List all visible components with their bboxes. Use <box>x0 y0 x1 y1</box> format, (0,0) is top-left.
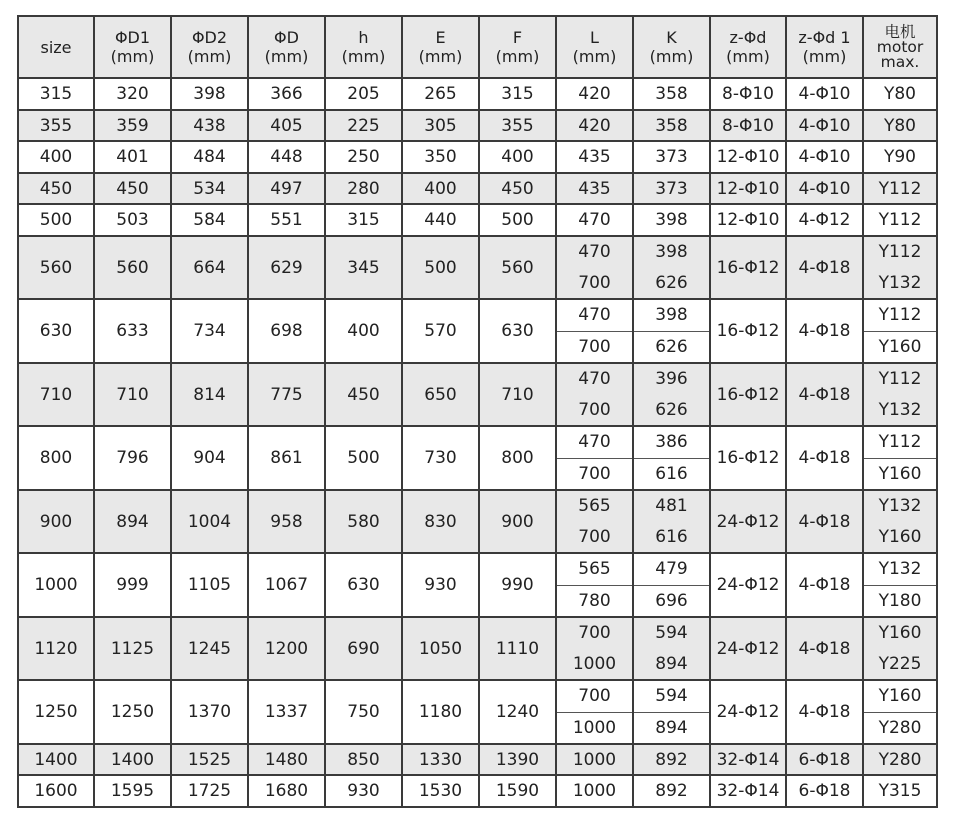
cell-zd1: 4-Φ18 <box>786 553 863 617</box>
cell-d: 366 <box>248 78 325 110</box>
cell-zd1: 6-Φ18 <box>786 775 863 807</box>
cell-k-value: 479 <box>655 559 688 580</box>
header-zd1 <box>786 16 863 78</box>
cell-d: 551 <box>248 204 325 236</box>
cell-l-value: 470 <box>578 242 611 263</box>
cell-l <box>556 236 633 299</box>
cell-d1: 401 <box>94 141 171 173</box>
cell-zd1: 6-Φ18 <box>786 744 863 775</box>
cell-k: 892 <box>633 775 710 807</box>
cell-motor-value: Y160 <box>878 686 922 707</box>
cell-e: 730 <box>402 426 479 490</box>
header-d2-line: (mm) <box>187 47 232 66</box>
cell-motor-value: Y132 <box>878 496 922 517</box>
table-row <box>18 617 937 680</box>
cell-h: 205 <box>325 78 402 110</box>
cell-l-value: 470 <box>578 432 611 453</box>
cell-d1: 1400 <box>94 744 171 775</box>
header-motor-line: motor <box>876 37 924 56</box>
header-size <box>18 16 94 78</box>
cell-zd1: 4-Φ10 <box>786 173 863 204</box>
cell-zd1: 4-Φ18 <box>786 236 863 299</box>
cell-size: 1120 <box>18 617 94 680</box>
cell-zd: 16-Φ12 <box>710 236 786 299</box>
cell-k-value: 481 <box>655 496 688 517</box>
cell-d1: 710 <box>94 363 171 426</box>
header-size-line: size <box>40 37 72 57</box>
cell-size: 500 <box>18 204 94 236</box>
cell-d: 775 <box>248 363 325 426</box>
cell-h: 280 <box>325 173 402 204</box>
cell-k-value: 616 <box>634 458 709 490</box>
cell-d1: 796 <box>94 426 171 490</box>
cell-k <box>633 236 710 299</box>
table-body <box>18 78 937 807</box>
header-f-line: (mm) <box>495 47 540 66</box>
cell-d1: 560 <box>94 236 171 299</box>
cell-d1: 894 <box>94 490 171 553</box>
cell-l: 435 <box>556 173 633 204</box>
cell-d2: 1004 <box>171 490 248 553</box>
table-row <box>18 141 937 173</box>
cell-l-value: 700 <box>557 458 632 490</box>
cell-motor: Y112 <box>863 204 937 236</box>
cell-l <box>556 553 633 617</box>
header-k-line: K <box>666 28 677 47</box>
cell-motor <box>863 553 937 617</box>
cell-motor <box>863 617 937 680</box>
cell-size: 1250 <box>18 680 94 744</box>
cell-motor-value: Y132 <box>878 399 922 420</box>
cell-zd: 32-Φ14 <box>710 744 786 775</box>
cell-f: 1590 <box>479 775 556 807</box>
header-zd-line: (mm) <box>726 47 770 66</box>
cell-e: 265 <box>402 78 479 110</box>
cell-k-value: 594 <box>655 686 688 707</box>
cell-e: 570 <box>402 299 479 363</box>
cell-d2: 398 <box>171 78 248 110</box>
cell-f: 400 <box>479 141 556 173</box>
cell-motor <box>863 680 937 744</box>
cell-d2: 734 <box>171 299 248 363</box>
cell-zd1: 4-Φ18 <box>786 426 863 490</box>
cell-zd: 16-Φ12 <box>710 426 786 490</box>
cell-d: 1480 <box>248 744 325 775</box>
cell-d1: 359 <box>94 110 171 141</box>
cell-k: 358 <box>633 78 710 110</box>
cell-d: 405 <box>248 110 325 141</box>
cell-zd1: 4-Φ10 <box>786 141 863 173</box>
header-k-line: (mm) <box>649 47 694 66</box>
table-row <box>18 78 937 110</box>
cell-k-value: 616 <box>655 526 688 547</box>
cell-l-value: 470 <box>578 369 611 390</box>
cell-motor-value: Y160 <box>864 331 936 363</box>
table-row <box>18 426 937 490</box>
cell-d: 497 <box>248 173 325 204</box>
cell-zd: 8-Φ10 <box>710 78 786 110</box>
cell-d2: 1725 <box>171 775 248 807</box>
cell-k: 373 <box>633 173 710 204</box>
cell-k: 373 <box>633 141 710 173</box>
cell-l: 435 <box>556 141 633 173</box>
cell-zd: 24-Φ12 <box>710 490 786 553</box>
header-d2-line: ΦD2 <box>191 28 228 47</box>
cell-d1: 320 <box>94 78 171 110</box>
cell-size: 315 <box>18 78 94 110</box>
cell-motor: Y315 <box>863 775 937 807</box>
table-row <box>18 110 937 141</box>
cell-k <box>633 426 710 490</box>
cell-l-value: 780 <box>557 585 632 617</box>
cell-zd: 12-Φ10 <box>710 204 786 236</box>
cell-e: 1180 <box>402 680 479 744</box>
header-motor-line: 电机 <box>884 22 916 41</box>
cell-zd1: 4-Φ18 <box>786 490 863 553</box>
table-row <box>18 744 937 775</box>
cell-motor <box>863 426 937 490</box>
table-row <box>18 236 937 299</box>
cell-motor-value: Y112 <box>878 432 922 453</box>
cell-l: 420 <box>556 110 633 141</box>
cell-motor-value: Y112 <box>878 369 922 390</box>
cell-e: 830 <box>402 490 479 553</box>
cell-size: 355 <box>18 110 94 141</box>
cell-l <box>556 617 633 680</box>
cell-k-value: 396 <box>655 369 688 390</box>
cell-l-value: 1000 <box>572 653 617 674</box>
cell-zd: 16-Φ12 <box>710 299 786 363</box>
header-d-line: (mm) <box>264 47 309 66</box>
table-row <box>18 173 937 204</box>
cell-motor-value: Y132 <box>878 559 922 580</box>
cell-d2: 1525 <box>171 744 248 775</box>
table-row <box>18 680 937 744</box>
cell-d: 448 <box>248 141 325 173</box>
cell-zd: 24-Φ12 <box>710 553 786 617</box>
cell-e: 1530 <box>402 775 479 807</box>
cell-l-value: 470 <box>578 305 611 326</box>
cell-l <box>556 363 633 426</box>
cell-zd: 16-Φ12 <box>710 363 786 426</box>
cell-h: 850 <box>325 744 402 775</box>
header-zd-line: z-Φd <box>729 28 767 47</box>
cell-k-value: 594 <box>655 623 688 644</box>
cell-size: 800 <box>18 426 94 490</box>
cell-motor-value: Y112 <box>878 242 922 263</box>
cell-f: 1240 <box>479 680 556 744</box>
cell-motor: Y90 <box>863 141 937 173</box>
header-d1 <box>94 16 171 78</box>
cell-d2: 904 <box>171 426 248 490</box>
cell-h: 450 <box>325 363 402 426</box>
cell-f: 710 <box>479 363 556 426</box>
cell-zd1: 4-Φ10 <box>786 78 863 110</box>
header-h-line: (mm) <box>341 47 386 66</box>
cell-motor: Y80 <box>863 78 937 110</box>
cell-k: 892 <box>633 744 710 775</box>
cell-d: 958 <box>248 490 325 553</box>
cell-e: 350 <box>402 141 479 173</box>
cell-d: 1067 <box>248 553 325 617</box>
cell-k-value: 398 <box>655 242 688 263</box>
cell-l: 420 <box>556 78 633 110</box>
header-e-line: E <box>435 28 446 47</box>
cell-k-value: 894 <box>634 712 709 744</box>
cell-zd: 24-Φ12 <box>710 680 786 744</box>
cell-k-value: 626 <box>655 399 688 420</box>
cell-h: 225 <box>325 110 402 141</box>
cell-h: 250 <box>325 141 402 173</box>
cell-motor: Y112 <box>863 173 937 204</box>
cell-d2: 534 <box>171 173 248 204</box>
header-l <box>556 16 633 78</box>
cell-l-value: 1000 <box>557 712 632 744</box>
header-zd1-line: (mm) <box>802 47 847 66</box>
cell-k: 358 <box>633 110 710 141</box>
table-row <box>18 299 937 363</box>
cell-h: 930 <box>325 775 402 807</box>
fan-dimension-table <box>17 15 938 808</box>
cell-h: 500 <box>325 426 402 490</box>
cell-f: 990 <box>479 553 556 617</box>
cell-l-value: 700 <box>557 331 632 363</box>
cell-k <box>633 553 710 617</box>
cell-size: 450 <box>18 173 94 204</box>
cell-zd: 24-Φ12 <box>710 617 786 680</box>
cell-h: 750 <box>325 680 402 744</box>
cell-e: 650 <box>402 363 479 426</box>
table-row <box>18 363 937 426</box>
header-h-line: h <box>358 28 369 47</box>
cell-f: 1390 <box>479 744 556 775</box>
cell-l-value: 565 <box>578 559 611 580</box>
cell-l <box>556 426 633 490</box>
cell-size: 1000 <box>18 553 94 617</box>
cell-h: 690 <box>325 617 402 680</box>
table-row <box>18 490 937 553</box>
header-l-line: L <box>590 28 599 47</box>
cell-l: 1000 <box>556 744 633 775</box>
cell-k-value: 696 <box>634 585 709 617</box>
cell-motor-value: Y160 <box>878 526 922 547</box>
cell-d2: 1105 <box>171 553 248 617</box>
cell-zd1: 4-Φ10 <box>786 110 863 141</box>
cell-zd: 12-Φ10 <box>710 173 786 204</box>
cell-f: 500 <box>479 204 556 236</box>
cell-d: 1200 <box>248 617 325 680</box>
header-zd <box>710 16 786 78</box>
cell-k <box>633 680 710 744</box>
cell-e: 930 <box>402 553 479 617</box>
cell-f: 355 <box>479 110 556 141</box>
header-d1-line: (mm) <box>110 47 155 66</box>
header-row <box>18 16 937 78</box>
cell-d1: 1125 <box>94 617 171 680</box>
header-e-line: (mm) <box>418 47 463 66</box>
cell-l-value: 700 <box>578 526 611 547</box>
cell-f: 560 <box>479 236 556 299</box>
cell-k-value: 894 <box>655 653 688 674</box>
cell-motor: Y80 <box>863 110 937 141</box>
cell-d: 1680 <box>248 775 325 807</box>
cell-motor-value: Y112 <box>878 305 922 326</box>
cell-d: 861 <box>248 426 325 490</box>
cell-k <box>633 363 710 426</box>
cell-d2: 584 <box>171 204 248 236</box>
table-row <box>18 553 937 617</box>
cell-size: 630 <box>18 299 94 363</box>
cell-f: 450 <box>479 173 556 204</box>
cell-d2: 664 <box>171 236 248 299</box>
cell-e: 305 <box>402 110 479 141</box>
cell-motor-value: Y160 <box>878 623 922 644</box>
cell-e: 500 <box>402 236 479 299</box>
cell-l-value: 700 <box>578 623 611 644</box>
cell-l: 470 <box>556 204 633 236</box>
header-e <box>402 16 479 78</box>
cell-zd: 8-Φ10 <box>710 110 786 141</box>
cell-k-value: 626 <box>655 272 688 293</box>
cell-motor-value: Y180 <box>864 585 936 617</box>
cell-h: 630 <box>325 553 402 617</box>
cell-k-value: 386 <box>655 432 688 453</box>
cell-size: 400 <box>18 141 94 173</box>
table-row <box>18 775 937 807</box>
cell-size: 560 <box>18 236 94 299</box>
cell-motor <box>863 299 937 363</box>
cell-k-value: 398 <box>655 305 688 326</box>
cell-d: 698 <box>248 299 325 363</box>
cell-d1: 503 <box>94 204 171 236</box>
cell-zd1: 4-Φ18 <box>786 363 863 426</box>
cell-d2: 814 <box>171 363 248 426</box>
header-h <box>325 16 402 78</box>
spec-table-container <box>17 15 936 808</box>
header-zd1-line: z-Φd 1 <box>798 28 851 47</box>
cell-d: 1337 <box>248 680 325 744</box>
cell-d1: 1250 <box>94 680 171 744</box>
cell-e: 440 <box>402 204 479 236</box>
cell-e: 1330 <box>402 744 479 775</box>
cell-motor <box>863 236 937 299</box>
cell-size: 710 <box>18 363 94 426</box>
cell-f: 900 <box>479 490 556 553</box>
cell-k-value: 626 <box>634 331 709 363</box>
cell-e: 400 <box>402 173 479 204</box>
cell-motor-value: Y225 <box>878 653 922 674</box>
cell-k <box>633 299 710 363</box>
cell-f: 1110 <box>479 617 556 680</box>
header-f-line: F <box>512 28 523 47</box>
cell-motor-value: Y160 <box>864 458 936 490</box>
cell-k: 398 <box>633 204 710 236</box>
cell-l <box>556 680 633 744</box>
cell-h: 400 <box>325 299 402 363</box>
header-motor-line: max. <box>880 52 920 71</box>
cell-zd: 12-Φ10 <box>710 141 786 173</box>
cell-motor <box>863 490 937 553</box>
cell-l-value: 700 <box>578 686 611 707</box>
cell-d1: 999 <box>94 553 171 617</box>
header-d-line: ΦD <box>274 28 299 47</box>
cell-l-value: 565 <box>578 496 611 517</box>
cell-zd1: 4-Φ18 <box>786 680 863 744</box>
cell-k <box>633 490 710 553</box>
cell-d2: 1245 <box>171 617 248 680</box>
cell-size: 1400 <box>18 744 94 775</box>
cell-d2: 1370 <box>171 680 248 744</box>
cell-zd1: 4-Φ18 <box>786 617 863 680</box>
cell-e: 1050 <box>402 617 479 680</box>
cell-d2: 438 <box>171 110 248 141</box>
cell-f: 315 <box>479 78 556 110</box>
cell-h: 345 <box>325 236 402 299</box>
cell-l <box>556 299 633 363</box>
header-f <box>479 16 556 78</box>
cell-d1: 450 <box>94 173 171 204</box>
cell-l <box>556 490 633 553</box>
header-k <box>633 16 710 78</box>
cell-size: 1600 <box>18 775 94 807</box>
cell-d: 629 <box>248 236 325 299</box>
cell-d2: 484 <box>171 141 248 173</box>
cell-f: 630 <box>479 299 556 363</box>
cell-l: 1000 <box>556 775 633 807</box>
header-d2 <box>171 16 248 78</box>
cell-zd1: 4-Φ18 <box>786 299 863 363</box>
cell-k <box>633 617 710 680</box>
cell-f: 800 <box>479 426 556 490</box>
header-l-line: (mm) <box>572 47 617 66</box>
cell-motor-value: Y132 <box>878 272 922 293</box>
cell-zd1: 4-Φ12 <box>786 204 863 236</box>
cell-l-value: 700 <box>578 399 611 420</box>
cell-d1: 633 <box>94 299 171 363</box>
cell-h: 315 <box>325 204 402 236</box>
header-d1-line: ΦD1 <box>114 28 151 47</box>
header-d <box>248 16 325 78</box>
cell-motor-value: Y280 <box>864 712 936 744</box>
cell-motor: Y280 <box>863 744 937 775</box>
cell-l-value: 700 <box>578 272 611 293</box>
header-motor <box>863 16 937 78</box>
cell-size: 900 <box>18 490 94 553</box>
cell-h: 580 <box>325 490 402 553</box>
table-row <box>18 204 937 236</box>
cell-motor <box>863 363 937 426</box>
cell-zd: 32-Φ14 <box>710 775 786 807</box>
cell-d1: 1595 <box>94 775 171 807</box>
